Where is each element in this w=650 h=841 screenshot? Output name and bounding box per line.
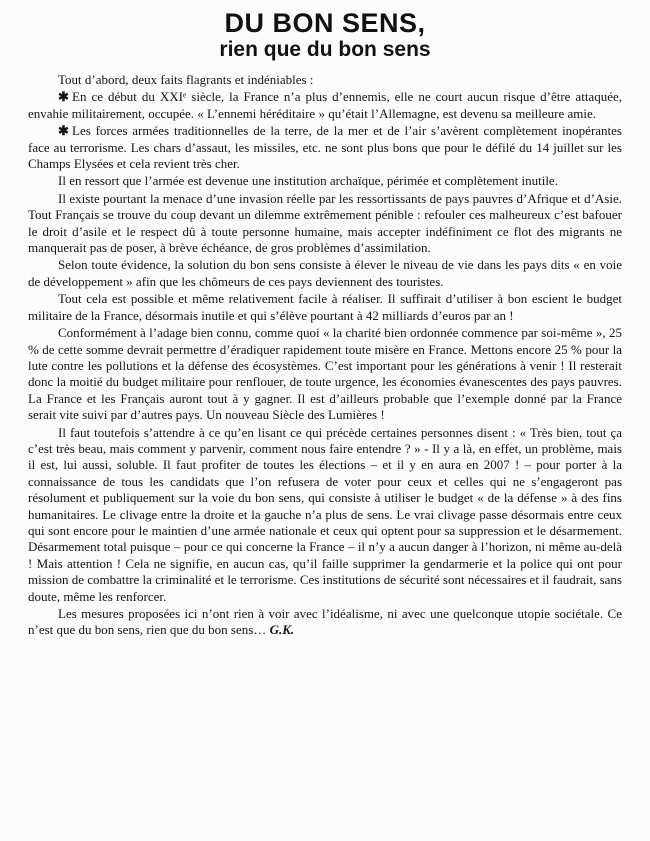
bullet-paragraph-1 [28,89,622,122]
bullet-text-1: En ce début du XXIᵉ siècle, la France n’a plus d’ennemis, elle ne court aucun risque d’être attaquée, envahie militairement, occupée. « L’ennemi héréditaire » qu’était l’Allemagne, est devenu sa meilleure amie. [28,89,622,121]
bullet-text-2: Les forces armées traditionnelles de la terre, de la mer et de l’air s’avèrent complètement inopérantes face au terrorisme. Les chars d’assaut, les missiles, etc. ne sont plus bons que pour le défilé du 14 juillet sur les Champs Elysées et cela revient très cher. [28,123,622,172]
paragraph-solution: Selon toute évidence, la solution du bon sens consiste à élever le niveau de vie dans les pays dits « en voie de développement » afin que les chômeurs de ces pays deviennent des touristes. [28,257,622,289]
intro-paragraph: Tout d’abord, deux faits flagrants et indéniables : [58,72,314,87]
article-body [28,72,622,640]
paragraph-conclusion [28,606,622,639]
page-title: DU BON SENS, [224,8,426,38]
page-subtitle: rien que du bon sens [219,38,431,61]
author-signature: G.K. [269,622,295,638]
bullet-paragraph-2 [28,123,622,172]
paragraph-migration-threat: Il existe pourtant la menace d’une invasion réelle par les ressortissants de pays pauvres d’Afrique et d’Asie. Tout Français se trouve du coup devant un dilemme extrêmement pénible : refouler ces malheureux c’est bafouer le droit d’asile et le respect dû à toute personne humaine, mais accepter indéfiniment ce flot des migrants ne manquerait pas de poser, à brève échéance, de gros problèmes d’assimilation. [28,190,622,256]
paragraph-elections: Il faut toutefois s’attendre à ce qu’en lisant ce qui précède certaines personnes disent : « Très bien, tout ça c’est très beau, mais comment y parvenir, comment nous faire entendre ? » - Il y a là, en effet, un problème, mais il est, lui aussi, soluble. Il faut profiter de toutes les élections – et il y en aura en 2007 ! – pour porter à la connaissance de tous les candidats que l’on refusera de voter pour ceux et celles qui ne s’engageront pas résolument et publiquement sur la voie du bon sens, qui consiste à utiliser le budget « de la défense » à des fins humanitaires. Le clivage entre la droite et la gauche n’a plus de sens. Le vrai clivage passe désormais entre ceux qui sont encore pour le maintien d’une armée nationale et ceux qui optent pour sa suppression et le désarmement. Désarmement total puisque – pour ce qui concerne la France – il n’y a aucun danger à l’horizon, ni même au-delà ! Mais attention ! Cela ne signifie, en aucun cas, qu’il faille supprimer la gendarmerie et la police qui ont pour mission de combattre la criminalité et le terrorisme. Ces institutions de sécurité sont nécessaires et il faudrait, sans doute, même les renforcer. [28,424,622,604]
paragraph-budget-allocation: Conformément à l’adage bien connu, comme quoi « la charité bien ordonnée commence par soi-même », 25 % de cette somme devrait permettre d’éradiquer rapidement toute misère en France. Mettons encore 25 % pour la lute contre les pollutions et la défense des écosystèmes. C’est important pour les générations à venir ! Il resterait donc la moitié du budget militaire pour renflouer, de toute urgence, les économies évanescentes des pays pauvres. La France et les Français auront tout à y gagner. Il est d’ailleurs probable que l’exemple donné par la France serait vite suivi par d’autres pays. Un nouveau Siècle des Lumières ! [28,325,622,423]
asterisk-bullet-icon: ✱ [58,123,69,139]
paragraph-military-budget: Tout cela est possible et même relativement facile à réaliser. Il suffirait d’utiliser à bon escient le budget militaire de la France, désormais inutile et qui s’élève pourtant à 42 milliards d’euros par an ! [28,291,622,323]
conclusion-text: Les mesures proposées ici n’ont rien à voir avec l’idéalisme, ni avec une quelconque utopie sociétale. Ce n’est que du bon sens, rien que du bon sens… [28,606,622,638]
asterisk-bullet-icon: ✱ [58,89,69,105]
paragraph-army-obsolete: Il en ressort que l’armée est devenue une institution archaïque, périmée et complètement inutile. [58,173,558,189]
